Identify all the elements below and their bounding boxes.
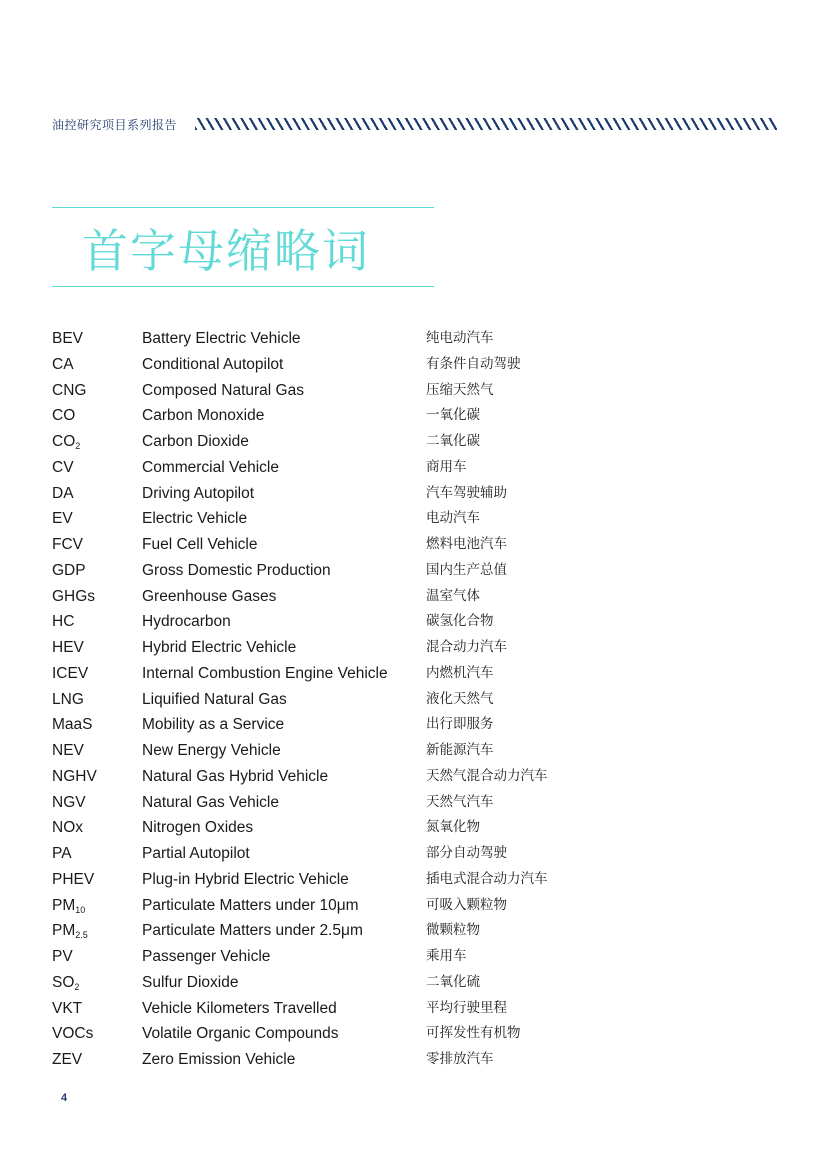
acronym-row — [52, 867, 612, 893]
acronym-subscript: 2.5 — [75, 930, 88, 941]
acronym-row — [52, 712, 612, 738]
acronym-base: FCV — [52, 536, 83, 553]
acronym-chinese-name: 可挥发性有机物 — [426, 1025, 521, 1042]
acronym-row — [52, 661, 612, 687]
acronym-row — [52, 481, 612, 507]
acronym-full-name: Particulate Matters under 2.5μm — [142, 922, 363, 940]
acronym-full-name: Commercial Vehicle — [142, 458, 279, 476]
acronym — [52, 841, 72, 867]
acronym-row — [52, 429, 612, 455]
acronym-base: HEV — [52, 639, 84, 656]
page-number: 4 — [61, 1092, 68, 1104]
acronym-base: PHEV — [52, 870, 95, 888]
series-label: 油控研究项目系列报告 — [52, 118, 178, 132]
acronym-full-name: Battery Electric Vehicle — [142, 330, 301, 347]
acronym-full-name: Gross Domestic Production — [142, 561, 331, 579]
acronym-base: SO — [52, 973, 75, 991]
acronym-full-name: Sulfur Dioxide — [142, 973, 239, 991]
acronym-full-name: Natural Gas Hybrid Vehicle — [142, 767, 329, 785]
acronym-chinese-name: 零排放汽车 — [426, 1051, 494, 1067]
acronym-chinese-name: 有条件自动驾驶 — [426, 355, 521, 372]
acronym-chinese-name: 汽车驾驶辅助 — [426, 484, 507, 501]
acronym — [52, 403, 75, 429]
acronym-row — [52, 1021, 612, 1047]
acronym-full-name: Carbon Monoxide — [142, 407, 265, 425]
acronym-chinese-name: 微颗粒物 — [426, 922, 480, 939]
acronym-full-name: Composed Natural Gas — [142, 381, 304, 399]
acronym-row — [52, 403, 612, 429]
page-title: 首字母缩略词 — [82, 224, 370, 278]
acronym-base: GHGs — [52, 587, 96, 605]
acronym-full-name: Plug-in Hybrid Electric Vehicle — [142, 870, 349, 888]
acronym-row — [52, 532, 612, 558]
acronym-base: VKT — [52, 999, 83, 1017]
acronym-base: GDP — [52, 561, 86, 579]
acronym-base: NGHV — [52, 767, 97, 785]
acronym-base: CV — [52, 458, 74, 476]
acronym-base: CA — [52, 355, 74, 373]
acronym — [52, 506, 73, 532]
acronym-row — [52, 815, 612, 841]
acronym-row — [52, 944, 612, 970]
acronym-base: LNG — [52, 690, 84, 708]
acronym-chinese-name: 新能源汽车 — [426, 742, 494, 758]
acronym-full-name: Fuel Cell Vehicle — [142, 536, 258, 553]
acronym-chinese-name: 平均行驶里程 — [426, 999, 507, 1016]
acronym-chinese-name: 碳氢化合物 — [426, 613, 494, 630]
acronym — [52, 609, 74, 635]
acronym-subscript: 2 — [75, 441, 81, 451]
acronym-chinese-name: 天然气混合动力汽车 — [426, 767, 548, 784]
acronym-base: PM — [52, 922, 76, 940]
acronym-base: BEV — [52, 330, 84, 347]
acronym-full-name: Nitrogen Oxides — [142, 819, 254, 837]
acronym — [52, 455, 74, 481]
acronym-row — [52, 893, 612, 919]
acronym — [52, 918, 88, 944]
acronym — [52, 584, 95, 610]
title-rule-bottom — [52, 286, 434, 287]
title-rule-top — [52, 207, 434, 208]
acronym-row — [52, 996, 612, 1022]
acronym-chinese-name: 温室气体 — [426, 587, 480, 604]
acronym-full-name: Mobility as a Service — [142, 716, 285, 734]
acronym-subscript: 2 — [74, 981, 80, 992]
acronym — [52, 378, 86, 404]
acronym-base: HC — [52, 613, 75, 631]
acronym-chinese-name: 混合动力汽车 — [426, 639, 507, 655]
acronym-chinese-name: 燃料电池汽车 — [426, 536, 507, 552]
acronym — [52, 558, 86, 584]
acronym-base: NGV — [52, 793, 86, 811]
acronym — [52, 790, 86, 816]
acronym-row — [52, 970, 612, 996]
acronym-full-name: Particulate Matters under 10μm — [142, 896, 359, 914]
acronym-chinese-name: 部分自动驾驶 — [426, 845, 507, 861]
acronym-row — [52, 790, 612, 816]
acronym — [52, 429, 80, 455]
acronym-chinese-name: 天然气汽车 — [426, 793, 494, 810]
acronym-base: ZEV — [52, 1051, 83, 1068]
acronym-chinese-name: 内燃机汽车 — [426, 664, 494, 681]
acronym-chinese-name: 液化天然气 — [426, 690, 494, 707]
acronym — [52, 712, 93, 738]
acronym-row — [52, 687, 612, 713]
acronym-base: CO — [52, 433, 76, 450]
acronym-chinese-name: 插电式混合动力汽车 — [426, 870, 548, 887]
acronym-full-name: Conditional Autopilot — [142, 355, 284, 373]
acronym-full-name: Electric Vehicle — [142, 510, 248, 528]
acronym-base: PA — [52, 845, 72, 862]
acronym — [52, 326, 83, 352]
acronym-base: CNG — [52, 381, 87, 399]
acronym-base: EV — [52, 510, 73, 528]
acronym-table — [52, 326, 612, 1073]
acronym-row — [52, 352, 612, 378]
acronym — [52, 996, 82, 1022]
acronym — [52, 635, 84, 661]
acronym — [52, 1021, 93, 1047]
acronym-full-name: Hydrocarbon — [142, 613, 231, 631]
acronym — [52, 944, 73, 970]
acronym — [52, 764, 97, 790]
acronym-full-name: Volatile Organic Compounds — [142, 1025, 339, 1043]
acronym — [52, 481, 74, 507]
acronym-row — [52, 764, 612, 790]
acronym-full-name: Natural Gas Vehicle — [142, 793, 279, 811]
acronym — [52, 352, 74, 378]
acronym-full-name: Driving Autopilot — [142, 484, 255, 502]
acronym-base: VOCs — [52, 1025, 94, 1043]
acronym — [52, 687, 84, 713]
acronym — [52, 867, 94, 893]
acronym-chinese-name: 一氧化碳 — [426, 407, 480, 424]
acronym-full-name: New Energy Vehicle — [142, 742, 281, 759]
acronym-row — [52, 378, 612, 404]
header-stripe-bar — [195, 118, 777, 130]
acronym — [52, 970, 79, 996]
acronym-chinese-name: 纯电动汽车 — [426, 330, 494, 346]
acronym-base: CO — [52, 407, 76, 425]
acronym-base: ICEV — [52, 664, 89, 682]
acronym-chinese-name: 氮氧化物 — [426, 819, 480, 836]
acronym-full-name: Internal Combustion Engine Vehicle — [142, 664, 388, 682]
acronym-full-name: Passenger Vehicle — [142, 948, 271, 965]
acronym — [52, 738, 84, 764]
acronym-chinese-name: 出行即服务 — [426, 716, 494, 733]
acronym-full-name: Liquified Natural Gas — [142, 690, 287, 708]
acronym-base: PM — [52, 896, 76, 914]
acronym-base: MaaS — [52, 716, 93, 734]
acronym-base: NEV — [52, 742, 84, 759]
acronym-full-name: Carbon Dioxide — [142, 433, 249, 450]
acronym-subscript: 10 — [75, 904, 86, 915]
acronym-row — [52, 326, 612, 352]
acronym-row — [52, 1047, 612, 1073]
acronym-row — [52, 918, 612, 944]
acronym-chinese-name: 二氧化碳 — [426, 433, 480, 449]
acronym — [52, 893, 85, 919]
acronym-full-name: Partial Autopilot — [142, 845, 250, 862]
acronym-chinese-name: 国内生产总值 — [426, 561, 507, 578]
acronym-chinese-name: 电动汽车 — [426, 510, 480, 527]
acronym-chinese-name: 可吸入颗粒物 — [426, 896, 507, 913]
acronym-row — [52, 506, 612, 532]
acronym-row — [52, 558, 612, 584]
acronym-chinese-name: 二氧化硫 — [426, 973, 480, 990]
acronym — [52, 815, 83, 841]
acronym-row — [52, 609, 612, 635]
acronym-full-name: Greenhouse Gases — [142, 587, 277, 605]
acronym — [52, 1047, 82, 1073]
acronym-row — [52, 841, 612, 867]
acronym-base: NOx — [52, 819, 83, 837]
acronym-row — [52, 455, 612, 481]
acronym-base: PV — [52, 948, 73, 965]
acronym-row — [52, 635, 612, 661]
acronym-full-name: Hybrid Electric Vehicle — [142, 639, 297, 656]
acronym-base: DA — [52, 484, 74, 502]
acronym-chinese-name: 商用车 — [426, 458, 467, 475]
acronym-row — [52, 738, 612, 764]
acronym-row — [52, 584, 612, 610]
acronym-chinese-name: 乘用车 — [426, 948, 467, 964]
acronym-full-name: Vehicle Kilometers Travelled — [142, 999, 337, 1017]
acronym-chinese-name: 压缩天然气 — [426, 381, 494, 398]
acronym-full-name: Zero Emission Vehicle — [142, 1051, 296, 1068]
acronym — [52, 532, 83, 558]
acronym — [52, 661, 88, 687]
